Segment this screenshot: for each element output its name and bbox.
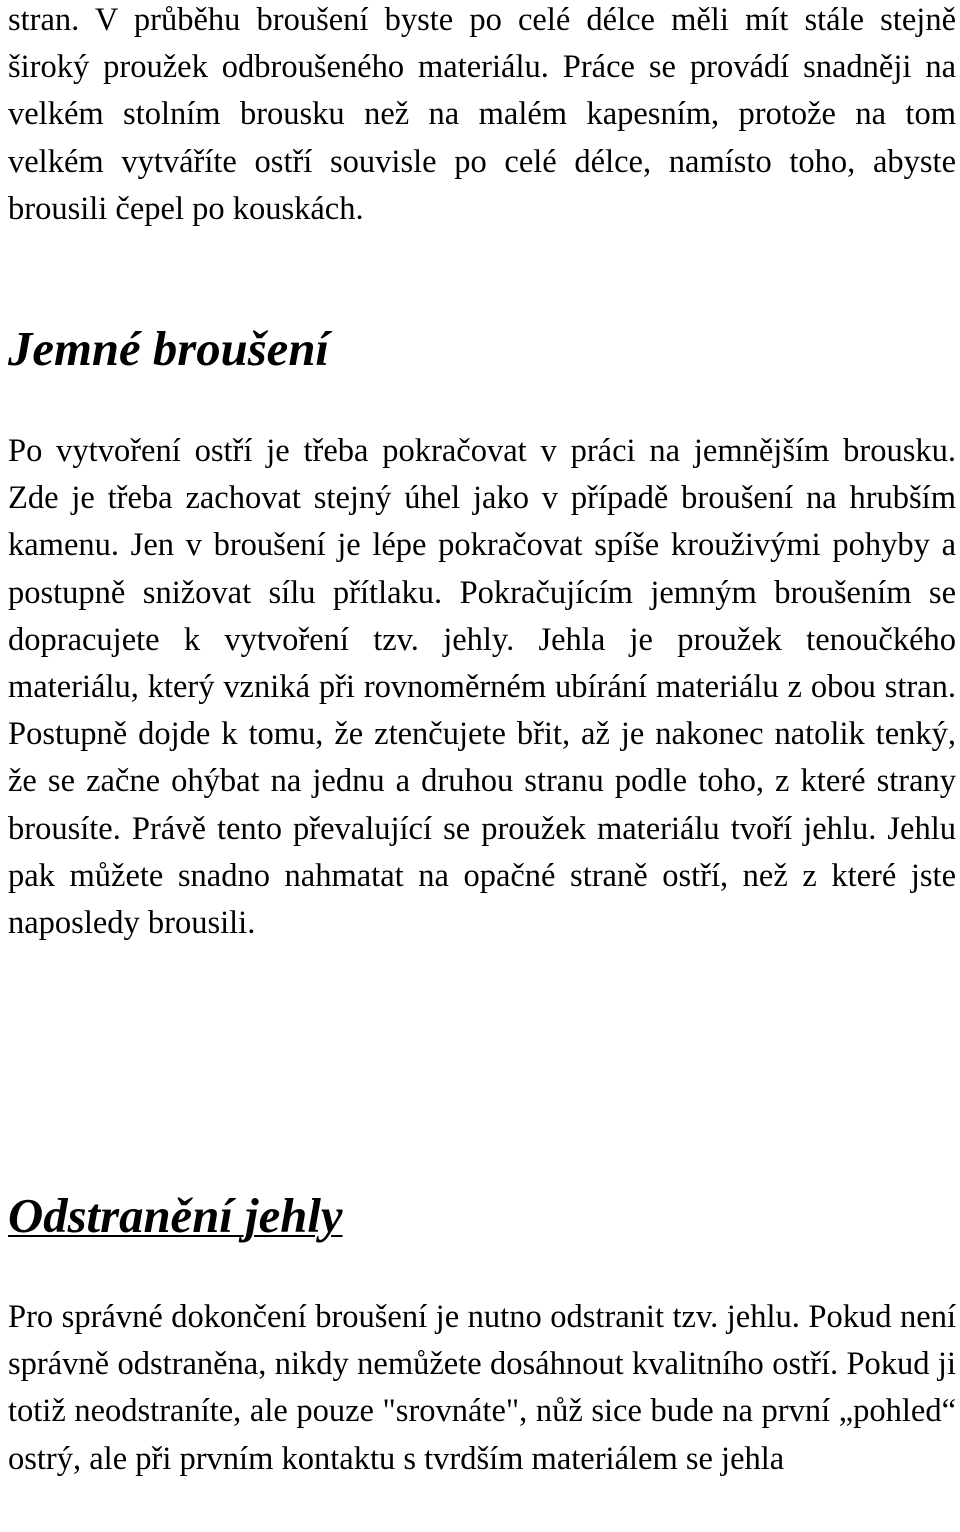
section-heading-fine-sharpening: Jemné broušení: [8, 322, 329, 376]
body-paragraph: stran. V průběhu broušení byste po celé délce měli mít stále stejně široký proužek odbroušeného materiálu. Práce se provádí snadněji na velkém stolním brousku než na malém kapesním, protože na tom velkém vytváříte ostří souvisle po celé délce, namísto toho, abyste brousili čepel po kouskách.: [8, 2, 956, 227]
body-paragraph: Po vytvoření ostří je třeba pokračovat v práci na jemnějším brousku. Zde je třeba zachovat stejný úhel jako v případě broušení na hrubším kamenu. Jen v broušení je lépe pokračovat spíše krouživými pohyby a postupně snižovat sílu přítlaku. Pokračujícím jemným broušením se dopracujete k vytvoření tzv. jehly. Jehla je proužek tenoučkého materiálu, který vzniká při rovnoměrném ubírání materiálu z obou stran. Postupně dojde k tomu, že ztenčujete břit, až je nakonec natolik tenký, že se začne ohýbat na jednu a druhou stranu podle toho, z které strany brousíte. Právě tento převalující se proužek materiálu tvoří jehlu. Jehlu pak můžete snadno nahmatat na opačné straně ostří, než z které jste naposledy brousili.: [8, 433, 956, 942]
body-paragraph: Pro správné dokončení broušení je nutno odstranit tzv. jehlu. Pokud není správně odstraněna, nikdy nemůžete dosáhnout kvalitního ostří. Pokud ji totiž neodstraníte, ale pouze "srovnáte", nůž sice bude na první „pohled“ ostrý, ale při prvním kontaktu s tvrdším materiálem se jehla: [8, 1299, 956, 1477]
section-heading-burr-removal: Odstranění jehly: [8, 1189, 343, 1243]
